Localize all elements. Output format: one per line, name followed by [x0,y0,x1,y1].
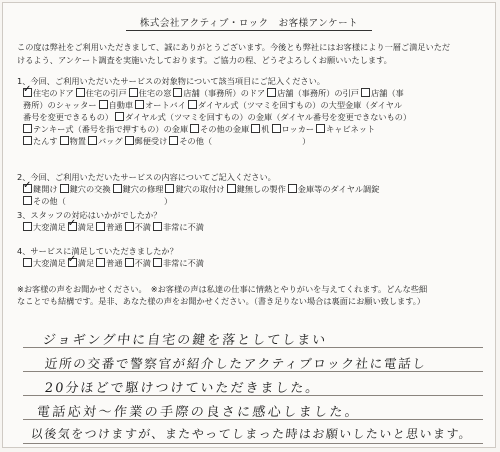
option-label: 店舗（事務所）のドア [183,88,266,98]
option-item [125,257,151,269]
option-label: 満足 [77,222,95,232]
checkbox[interactable] [23,124,32,133]
option-item [153,257,204,269]
checkbox[interactable] [99,100,108,109]
option-label: その他（ ） [33,196,173,206]
option-item [23,87,74,99]
option-item [23,221,66,233]
option-item [115,111,411,123]
handwritten-line-1: ジョギング中に自宅の鍵を落としてしまい [42,333,328,348]
checkbox[interactable] [96,222,105,231]
option-label: テンキー式（番号を指で押すもの）の金庫 [33,124,189,134]
option-item [190,123,249,135]
option-label: 鍵無しの製作 [236,184,286,194]
comment-area [3,303,497,449]
option-item [60,135,86,147]
survey-sheet [2,2,496,448]
option-label: その他（ ） [179,136,311,146]
option-row [17,183,491,195]
checkbox[interactable] [115,112,124,121]
option-label: 鍵開け [33,184,58,194]
handwritten-line-4: 電話応対～作業の手際の良さに感心しました。 [36,405,361,420]
checkbox[interactable] [23,258,32,267]
option-row [17,135,491,147]
option-item [88,135,123,147]
option-item [23,111,113,123]
checkbox[interactable] [125,222,134,231]
option-item [23,195,172,207]
checkbox[interactable] [153,222,162,231]
checkbox[interactable] [316,124,325,133]
checkbox[interactable] [23,136,32,145]
checkbox[interactable] [251,124,260,133]
checkbox[interactable] [88,136,97,145]
option-item [23,183,58,195]
checkbox[interactable] [173,88,182,97]
option-label: 住宅の引戸 [85,88,127,98]
option-label: キャビネット [326,124,376,134]
option-label: 普通 [106,222,123,232]
option-label: ダイヤル式（ツマミを回すもの）の金庫（ダイヤル番号を変更できないもの） [125,112,412,122]
question-text: 3、スタッフの対応はいかがでしたか？ [17,210,162,220]
option-item [23,123,188,135]
checkbox[interactable] [113,184,122,193]
option-item [113,183,164,195]
option-label: バッグ [97,136,123,146]
option-item [99,99,134,111]
checkbox[interactable] [165,184,174,193]
option-row [17,123,491,135]
option-label: 住宅の窓 [138,88,172,98]
question-text: 4、サービスに満足していただきましたか？ [17,246,178,256]
survey-title [3,15,495,29]
option-label: ロッカー [281,124,315,134]
option-label: 務所）のシャッター [23,100,97,110]
option-row [17,99,491,111]
option-label: 金庫等のダイヤル調錠 [297,184,380,194]
survey-intro: この度は弊社をご利用いただきまして、誠にありがとうございます。今後とも弊社にはお客様により一層ご満足いただ けるよう、アンケート調査を実施いたしております。ご協力の程、どうぞよろしくお願いいたします。 [17,42,451,65]
checkbox-checked[interactable] [68,222,77,231]
option-label: ダイヤル式（ツマミを回すもの）の大型金庫（ダイヤル [197,100,403,110]
option-item [60,183,111,195]
option-item [169,135,310,147]
comment-instructions: ※お客様の声をお聞かせください。 ※お客様の声は私達の仕事に情熱とやりがいを与えてくれます。どんな些細 なことでも結構です。是非、あなた様の声をお聞かせください。（書き足りない場合は裏面にお願い致します。） [17,284,428,306]
option-label: 鍵穴の修理 [122,184,164,194]
option-item [272,123,315,135]
checkbox-checked[interactable] [23,184,32,193]
checkbox[interactable] [60,184,69,193]
option-item [316,123,375,135]
comment-line [23,443,483,444]
option-row [17,221,491,233]
question-text: 2、今回、ご利用いただいたサービスの内容についてご記入ください。 [17,172,276,182]
option-item [165,183,224,195]
checkbox[interactable] [190,124,199,133]
option-item [188,99,402,111]
checkbox-checked[interactable] [68,258,77,267]
option-item [96,221,122,233]
option-label: 番号を変更できるもの） [23,112,114,122]
option-item [267,87,359,99]
option-label: たんす [33,136,58,146]
handwritten-line-3: 20分ほどで駆けつけていただきました。 [44,381,322,396]
checkbox[interactable] [23,222,32,231]
option-item [288,183,380,195]
option-label: 大変満足 [33,222,66,232]
checkbox[interactable] [76,88,85,97]
question-1 [17,75,491,147]
option-label: 店舗（事務所）の引戸 [277,88,359,98]
option-item [23,99,97,111]
option-label: 非常に不満 [162,222,204,232]
option-row [17,87,491,99]
option-label: 物置 [69,136,86,146]
option-item [23,135,58,147]
option-label: 自動車 [108,100,134,110]
option-label: 鍵穴の交換 [69,184,111,194]
option-row [17,195,491,207]
option-label: 満足 [77,258,95,268]
option-row [17,111,491,123]
question-4 [17,245,491,269]
checkbox[interactable] [153,258,162,267]
option-label: 不満 [134,258,151,268]
option-item [125,135,168,147]
option-label: 大変満足 [33,258,66,268]
option-item [68,221,94,233]
question-3 [17,209,491,233]
checkbox[interactable] [60,136,69,145]
option-item [361,87,404,99]
option-item [68,257,94,269]
option-label: 非常に不満 [162,258,204,268]
option-label: 不満 [134,222,151,232]
option-item [173,87,265,99]
checkbox[interactable] [135,100,144,109]
checkbox[interactable] [23,196,32,205]
checkbox[interactable] [288,184,297,193]
handwritten-line-5: 以後気をつけますが、またやってしまった時はお願いしたいと思います。 [30,427,473,441]
option-label: その他の金庫 [200,124,250,134]
option-item [135,99,186,111]
checkbox[interactable] [96,258,105,267]
option-label: 普通 [106,258,123,268]
option-item [129,87,172,99]
option-item [153,221,204,233]
option-item [23,257,66,269]
checkbox[interactable] [125,258,134,267]
option-label: 鍵穴の取付け [175,184,225,194]
option-label: 机 [261,124,270,134]
option-row [17,257,491,269]
option-label: 郵便受け [134,136,168,146]
question-2 [17,171,491,207]
checkbox[interactable] [272,124,281,133]
option-label: 住宅のドア [33,88,74,98]
option-item [251,123,269,135]
handwritten-line-2: 近所の交番で警察官が紹介したアクティブロック社に電話し [44,356,428,371]
option-item [125,221,151,233]
checkbox[interactable] [125,136,134,145]
option-item [96,257,122,269]
checkbox[interactable] [267,88,276,97]
checkbox-checked[interactable] [23,88,32,97]
option-label: オートバイ [145,100,186,110]
checkbox[interactable] [361,88,370,97]
checkbox[interactable] [169,136,178,145]
checkbox[interactable] [227,184,236,193]
option-label: 店舗（事 [370,88,404,98]
survey-title-text: 株式会社アクティブ・ロック お客様アンケート [126,18,372,31]
option-item [227,183,286,195]
checkbox[interactable] [129,88,138,97]
option-item [76,87,127,99]
question-text: 1、今回、ご利用いただいたサービスの対象物について該当項目にご記入ください。 [17,76,325,86]
checkbox[interactable] [188,100,197,109]
